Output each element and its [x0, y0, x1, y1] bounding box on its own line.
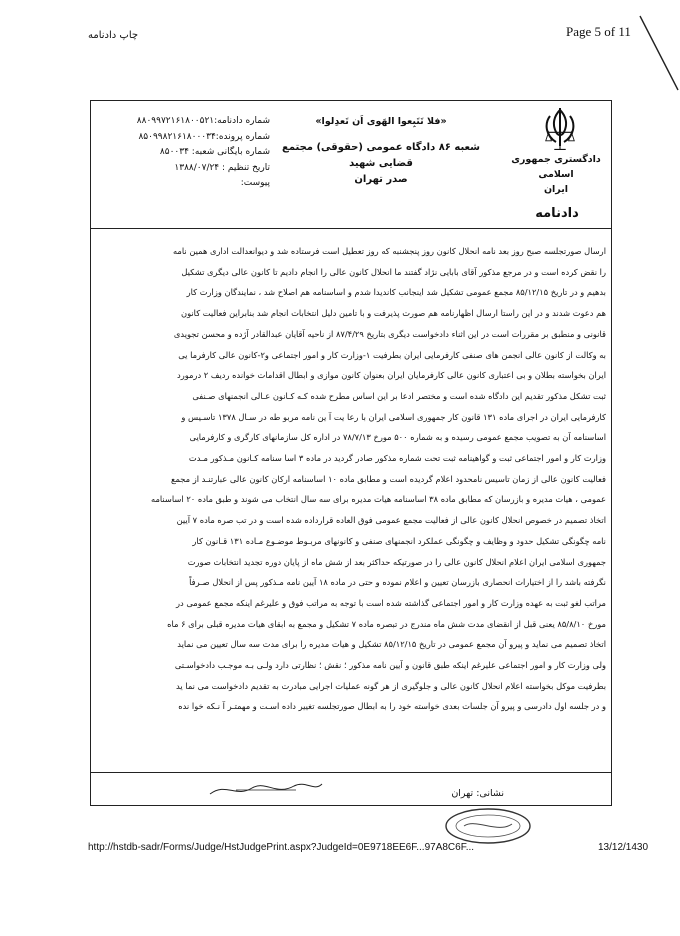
body-line: بدهیم و در تاریخ ۸۵/۱۲/۱۵ مجمع عمومی تشکیل شد اینجانب کاندیدا شدم و اساسنامه هم اصلاح شد ، نمایندگان وزارت کار [186, 287, 606, 298]
body-line: عمومی ، هیات مدیره و بازرسان که مطابق ماده ۳۸ اساسنامه هیات مدیره برای سه سال انتخاب می شوند و طبق ماده ۲۰ اساسنامه [151, 494, 606, 505]
signature-area [90, 772, 612, 806]
body-line: و در جلسه اول دادرسی و پیرو آن جلسات بعدی خواسته خود را به ابطال صورتجلسه تغییر داده اسـت و مهمتـر آ نـکه خوا نده [178, 701, 606, 712]
body-line: کارفرمایی ایران در اجرای ماده ۱۳۱ قانون کار جمهوری اسلامی ایران با رعا یت آ ین نامه مربو طه در سـال ۱۳۷۸ تاسـیس و [181, 411, 606, 422]
page-number: Page 5 of 11 [566, 24, 631, 39]
body-line: هم دعوت شدند و در این راستا ارسال اظهارنامه هم صورت پذیرفت و با تامین دلیل انتخابات انجام شد بنابراین فعالیت کانون [180, 308, 606, 319]
body-line: اساسنامه آن به تصویب مجمع عمومی رسیده و به شماره ۵۰۰ مورخ ۷۸/۷/۱۳ در اداره کل سازمانهای کارگری و کارفرمایی [189, 432, 606, 443]
address-label: نشانی: تهران [451, 788, 504, 799]
attachment-label: پیوست: [240, 178, 270, 188]
body-line: قانونی و منطبق بر مقررات است در این اثناء دادخواست دیگری بتاریخ ۸۷/۴/۲۹ از ناحیه آقایان عبدالقادر آژده و محسن تجویدی [173, 328, 606, 339]
signature-scribble [206, 778, 326, 800]
print-label: چاپ دادنامه [88, 30, 139, 41]
body-line: اتخاذ تصمیم می نماید و پیرو آن مجمع عمومی در تاریخ ۸۵/۱۲/۱۵ تشکیل و هیات مدیره را برای مدت سه سال تعیین می نماید [177, 639, 606, 650]
body-line: مورخ ۸۵/۸/۱۰ یعنی قبل از انقضای مدت شش ماه مندرج در تبصره ماده ۷ تشکیل و مجمع به ابقای هیات مدیره قبلی برای ۶ ماه [167, 618, 606, 629]
body-line: اتخاذ تصمیم در خصوص انحلال کانون عالی از فعالیت مجمع عمومی فوق العاده قرارداده شده است و در تب صره ماده ۷ آیین [176, 515, 606, 526]
body-line: جمهوری اسلامی ایران اعلام انحلال کانون عالی را در صورتیکه حداکثر بعد از شش ماه از پایان دوره تجدید انتخابات صورت [187, 556, 606, 567]
archive-number: شماره بایگانی شعبه: ۸۵۰۰۳۴ [159, 147, 270, 157]
footer-url: http://hstdb-sadr/Forms/Judge/HstJudgePrint.aspx?JudgeId=0E9718EE6F...97A8C6F... [88, 842, 475, 853]
body-line: ایران بخواسته بطلان و بی اعتباری کانون عالی کارفرمایان ایران بعنوان کانون موازی و ابطال اقدامات خوانده ردیف ۲ درمورد [177, 370, 606, 381]
verdict-body [100, 241, 606, 717]
body-line: به وکالت از کانون عالی انجمن های صنفی کارفرمایی ایران بطرفیت ۱-وزارت کار و امور اجتماعی و۲-کانون عالی کارفرما یی [178, 349, 606, 360]
body-line: وزارت کار و امور اجتماعی ثبت و گواهینامه ثبت تحت شماره مذکور صادر گردید در ماده ۳ اسا سنامه کـانون مـذکور مـدت [188, 453, 606, 464]
body-line: نامه چگونگی تشکیل حدود و وظایف و چگونگی عملکرد انجمنهای صنفی و کانونهای مربـوط موضـوع مـاده ۱۳۱ قـانون کار [192, 535, 606, 546]
issuer-line: دادگستری جمهوری اسلامی [511, 154, 601, 180]
verdict-number: شماره دادنامه:۸۸۰۹۹۷۲۱۶۱۸۰۰۵۲۱ [136, 116, 270, 126]
header-divider [90, 228, 612, 229]
body-line: نگرفته باشد را از اختیارات انحصاری بازرسان تعیین و اعلام نموده و حتی در ماده ۱۸ آیین نامه مـذکور پس از انحلال صـرفاً [189, 577, 606, 588]
issue-date: تاریخ تنظیم : ۱۳۸۸/۰۷/۲۴ [174, 162, 270, 173]
court-heading [268, 114, 494, 188]
body-line: ارسال صورتجلسه صبح روز بعد نامه انحلال کانون روز پنجشنبه که روز تعطیل است فرستاده شد و دیوانعدالت اداری همین نامه [172, 246, 606, 256]
court-verse: «فلا تَتَبِعوا الهَوی اَن تَعدِلوا» [315, 116, 447, 127]
court-city: صدر تهران [354, 174, 408, 185]
body-line: را نقض کرده است و در مرجع مذکور آقای بابایی نژاد گفتند ما انحلال کانون عالی را انجام دادیم تا کانون عالی دیگری تشکیل [181, 266, 606, 277]
body-line: ثبت تشکل مذکور تقدیم این دادگاه شده است و مختصر ادعا بر این اساس مطرح شده کـه کـانون عـالی انجمنهای صـنفی [192, 390, 606, 401]
corner-pen-mark [638, 14, 680, 94]
issuer-label [508, 152, 604, 197]
court-name: شعبه ۸۶ دادگاه عمومی (حقوقی) مجتمع قضایی شهید [281, 142, 481, 169]
body-line: ولی وزارت کار و امور اجتماعی علیرغم اینکه طبق قانون و آیین نامه مذکور ؛ نقش ؛ نظارتی دارد ولـی بـه موجـب دادخواسـتی [174, 660, 606, 671]
body-line: بطرفیت موکل بخواسته اعلام انحلال کانون عالی و جلوگیری از هر گونه عملیات اجرایی مبادرت به تقدیم دادخواست می نما ید [176, 680, 606, 691]
case-number: شماره پرونده:۸۵۰۹۹۸۲۱۶۱۸۰۰۰۳۴ [138, 131, 270, 142]
footer-date: 13/12/1430 [598, 842, 649, 853]
issuer-line: ایران [543, 184, 569, 195]
case-metadata [100, 114, 270, 192]
document-title: دادنامه [535, 206, 579, 221]
court-stamp [442, 806, 534, 846]
body-line: فعالیت کانون عالی از زمان تاسیس نامحدود اعلام گردیده است و مطابق ماده ۱۰ اساسنامه ارکان کانون عالی عبارتنـد از مجمع [171, 473, 606, 484]
body-line: مراتب لغو ثبت به عهده وزارت کار و امور اجتماعی گذاشته شده است با توجه به مراتب فوق و علیرغم اینکه مجمع عمومی در [176, 597, 606, 608]
